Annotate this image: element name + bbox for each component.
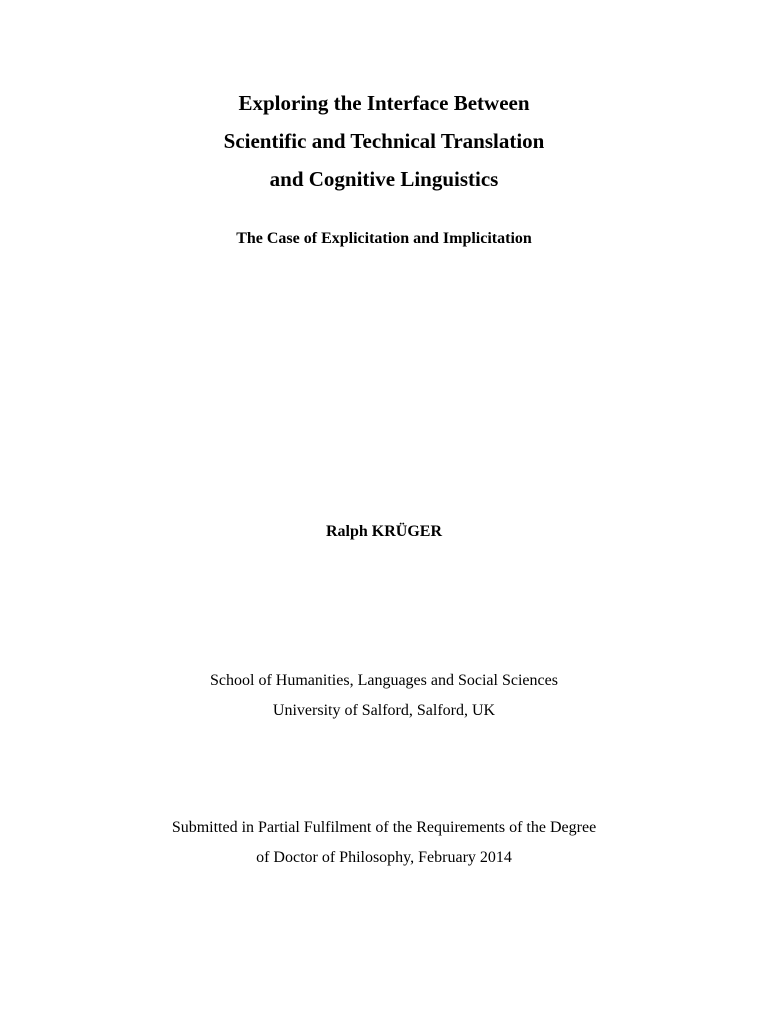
thesis-title [0, 84, 768, 198]
affiliation-block [0, 666, 768, 726]
thesis-subtitle [0, 227, 768, 251]
title-line-2: Scientific and Technical Translation [223, 129, 545, 153]
author-name: Ralph KRÜGER [325, 523, 443, 540]
title-line-1: Exploring the Interface Between [238, 91, 530, 115]
author-block [0, 520, 768, 544]
school-name: School of Humanities, Languages and Social Sciences [210, 672, 558, 689]
subtitle-text: The Case of Explicitation and Implicitation [236, 230, 532, 247]
submission-line-1: Submitted in Partial Fulfilment of the Requirements of the Degree [171, 819, 597, 836]
submission-line-2: of Doctor of Philosophy, February 2014 [256, 849, 512, 866]
university-name: University of Salford, Salford, UK [272, 702, 496, 719]
title-line-3: and Cognitive Linguistics [269, 167, 499, 191]
submission-statement [0, 813, 768, 873]
